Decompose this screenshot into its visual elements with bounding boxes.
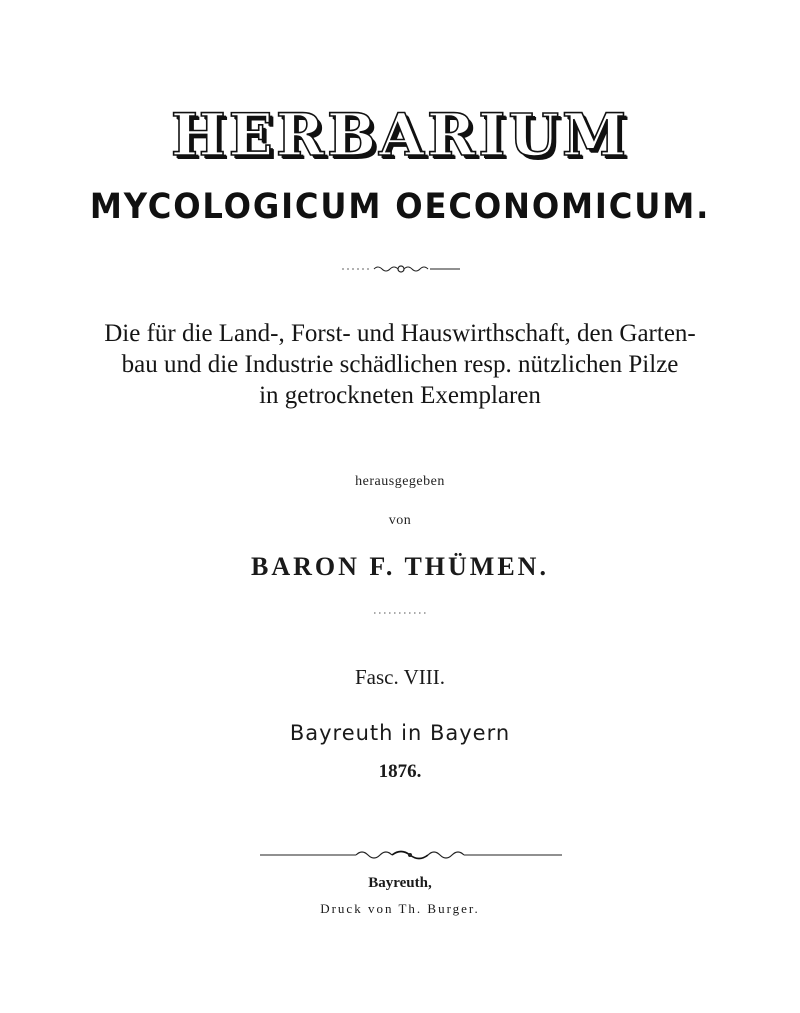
main-title: HERBARIUM [170, 101, 630, 169]
editor-von: von [388, 513, 412, 528]
publication-place: Bayreuth in Bayern [289, 721, 511, 745]
author-name: BARON F. THÜMEN. [251, 552, 549, 581]
description-line-2: bau und die Industrie schädlichen resp. nützlichen Pilze [121, 351, 679, 378]
description [40, 318, 760, 411]
description-line-3: in getrockneten Exemplaren [259, 382, 541, 409]
publication-year: 1876. [378, 761, 422, 782]
description-line-1: Die für die Land-, Forst- und Hauswirthschaft, den Garten- [104, 320, 696, 347]
editor-label: herausgegeben [355, 474, 445, 489]
imprint-printer: Druck von Th. Burger. [320, 901, 480, 916]
vine-divider-ornament [340, 263, 462, 275]
scroll-divider-ornament [258, 848, 564, 862]
fascicle-number: Fasc. VIII. [354, 665, 445, 689]
dotted-divider-ornament [372, 609, 428, 617]
subtitle: MYCOLOGICUM OECONOMICUM. [89, 187, 711, 227]
imprint-city: Bayreuth, [368, 875, 432, 891]
